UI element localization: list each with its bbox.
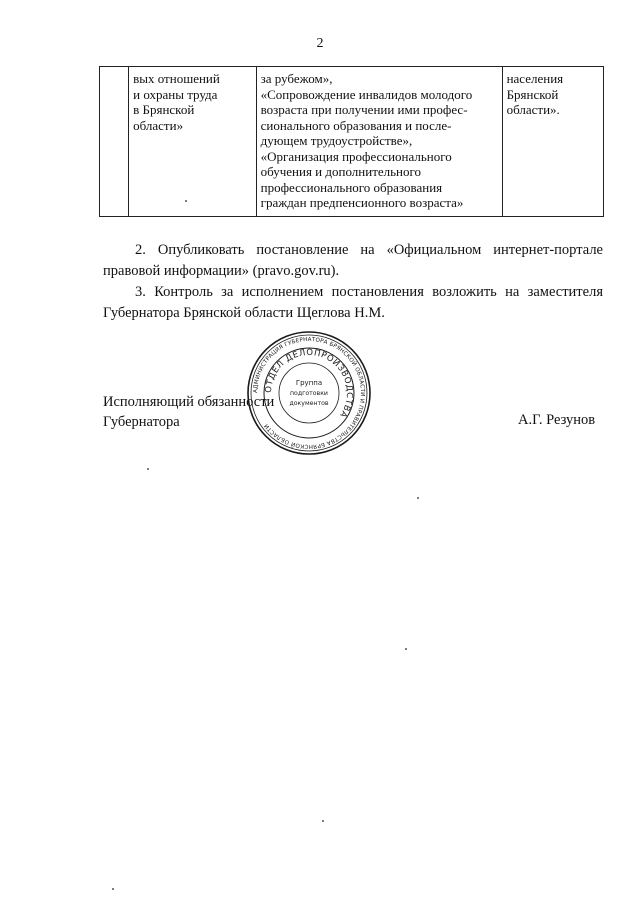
cell-line: населения <box>506 71 564 86</box>
cell-line: Брянской <box>506 86 559 102</box>
cell-line: «Организация профессионального <box>260 148 452 164</box>
scan-speck <box>417 497 419 499</box>
scan-speck <box>405 648 407 650</box>
cell-line: и охраны труда <box>133 86 218 102</box>
table-row <box>100 67 604 217</box>
scan-speck <box>185 200 187 202</box>
stamp-inner-text: ОТДЕЛ ДЕЛОПРОИЗВОДСТВА <box>263 347 355 420</box>
stamp-center-line: Группа <box>295 379 323 387</box>
scan-speck <box>112 888 114 890</box>
paragraph-control: 3. Контроль за исполнением постановления возложить на заместителя Губернатора Брянской области Щеглова Н.М. <box>103 284 603 321</box>
stamp-center-line: документов <box>289 400 329 407</box>
paragraph-publish: 2. Опубликовать постановление на «Официальном интернет-портале правовой информации» (pravo.gov.ru). <box>103 242 603 279</box>
cell-line: в Брянской <box>133 102 195 117</box>
cell-line: области». <box>506 102 560 117</box>
cell-line: за рубежом», <box>260 71 333 86</box>
continuation-table <box>99 66 604 217</box>
cell-line: вых отношений <box>133 71 220 86</box>
cell-line: обучения и дополнительного <box>260 164 422 179</box>
official-stamp-icon <box>246 330 372 456</box>
table-cell-number <box>100 67 129 217</box>
cell-line: возраста при получении ими профес- <box>260 102 468 117</box>
stamp-outer-text: АДМИНИСТРАЦИЯ ГУБЕРНАТОРА БРЯНСКОЙ ОБЛАСТИ И ПРАВИТЕЛЬСТВА БРЯНСКОЙ ОБЛАСТИ <box>252 336 366 450</box>
stamp-center-line: подготовки <box>290 390 328 397</box>
scan-speck <box>147 468 149 470</box>
cell-line: граждан предпенсионного возраста» <box>260 195 464 210</box>
signature-position-line2: Губернатора <box>103 414 180 430</box>
cell-line: сионального образования и после- <box>260 117 452 133</box>
cell-line: дующем трудоустройстве», <box>260 133 413 148</box>
signature-position-line1: Исполняющий обязанности <box>103 394 275 410</box>
table-cell-programs <box>256 67 502 217</box>
cell-line: профессионального образования <box>260 179 443 195</box>
scan-speck <box>322 820 324 822</box>
table-cell-executor <box>129 67 257 217</box>
cell-line: области» <box>133 117 184 133</box>
page-number: 2 <box>316 36 324 51</box>
signature-name: А.Г. Резунов <box>518 412 596 428</box>
cell-line: «Сопровождение инвалидов молодого <box>260 86 473 102</box>
table-cell-target <box>502 67 603 217</box>
